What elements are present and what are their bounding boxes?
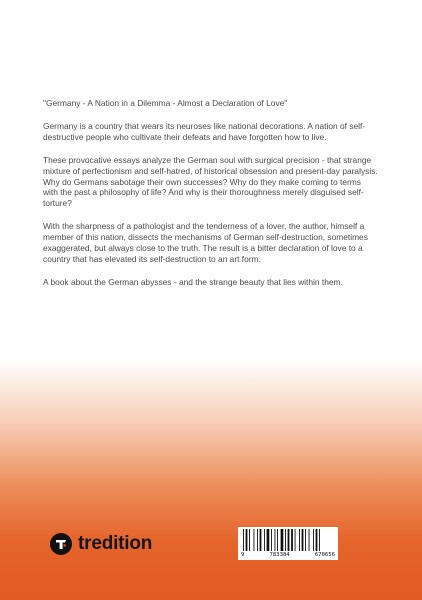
barcode-bar bbox=[271, 529, 272, 551]
barcode-digit: 9 bbox=[241, 552, 245, 558]
barcode-bar bbox=[305, 529, 306, 551]
tredition-logo-icon bbox=[50, 533, 72, 555]
barcode-digit-group: 783384 bbox=[269, 552, 290, 558]
barcode-digit-group: 670656 bbox=[314, 552, 335, 558]
barcode-bar bbox=[288, 529, 290, 551]
barcode-bar bbox=[267, 529, 270, 551]
barcode-bar bbox=[309, 529, 310, 551]
blurb-paragraph: These provocative essays analyze the German soul with surgical precision - that strange mixture of perfectionism and self-hatred, of historical obsession and present-day paralysis. Why do Germans sabotage their own successes? Why do they make coming to terms with the past a philosophy of life? And why is their thoroughness merely disguised self-torture? bbox=[43, 154, 378, 209]
blurb-paragraph: Germany is a country that wears its neuroses like national decorations. A nation of self-destructive people who cultivate their defeats and have forgotten how to live. bbox=[43, 120, 366, 142]
barcode-bar bbox=[264, 529, 265, 551]
barcode-bar bbox=[249, 529, 250, 551]
blurb-title-quote: "Germany - A Nation in a Dilemma - Almost a Declaration of Love" bbox=[43, 98, 288, 108]
barcode-bar bbox=[260, 529, 262, 551]
barcode-bar bbox=[285, 529, 286, 551]
blurb-paragraph: With the sharpness of a pathologist and the tenderness of a lover, the author, himself a member of this nation, dissects the mechanisms of German self-destruction, sometimes exaggerated, but always close to the truth. The result is a bitter declaration of love to a country that has elevated its self-destruction to an art form. bbox=[43, 221, 368, 264]
isbn-barcode bbox=[238, 527, 338, 560]
barcode-bar bbox=[299, 529, 300, 551]
barcode-bar bbox=[281, 529, 284, 551]
barcode-bar bbox=[275, 529, 276, 551]
barcode-bar bbox=[313, 529, 314, 551]
publisher-logo bbox=[50, 533, 152, 555]
barcode-bar bbox=[246, 529, 248, 551]
barcode-bar bbox=[302, 529, 304, 551]
barcode-bars bbox=[241, 529, 335, 551]
publisher-name: tredition bbox=[78, 533, 153, 554]
barcode-bar bbox=[319, 529, 320, 551]
barcode-bar bbox=[316, 529, 318, 551]
barcode-bar bbox=[243, 529, 244, 551]
blurb-paragraph: A book about the German abysses - and the strange beauty that lies within them. bbox=[43, 276, 343, 287]
barcode-bar bbox=[257, 529, 258, 551]
barcode-bar bbox=[291, 529, 293, 551]
blurb bbox=[43, 98, 378, 300]
barcode-bar bbox=[295, 529, 296, 551]
barcode-bar bbox=[277, 529, 278, 551]
barcode-bar bbox=[254, 529, 255, 551]
